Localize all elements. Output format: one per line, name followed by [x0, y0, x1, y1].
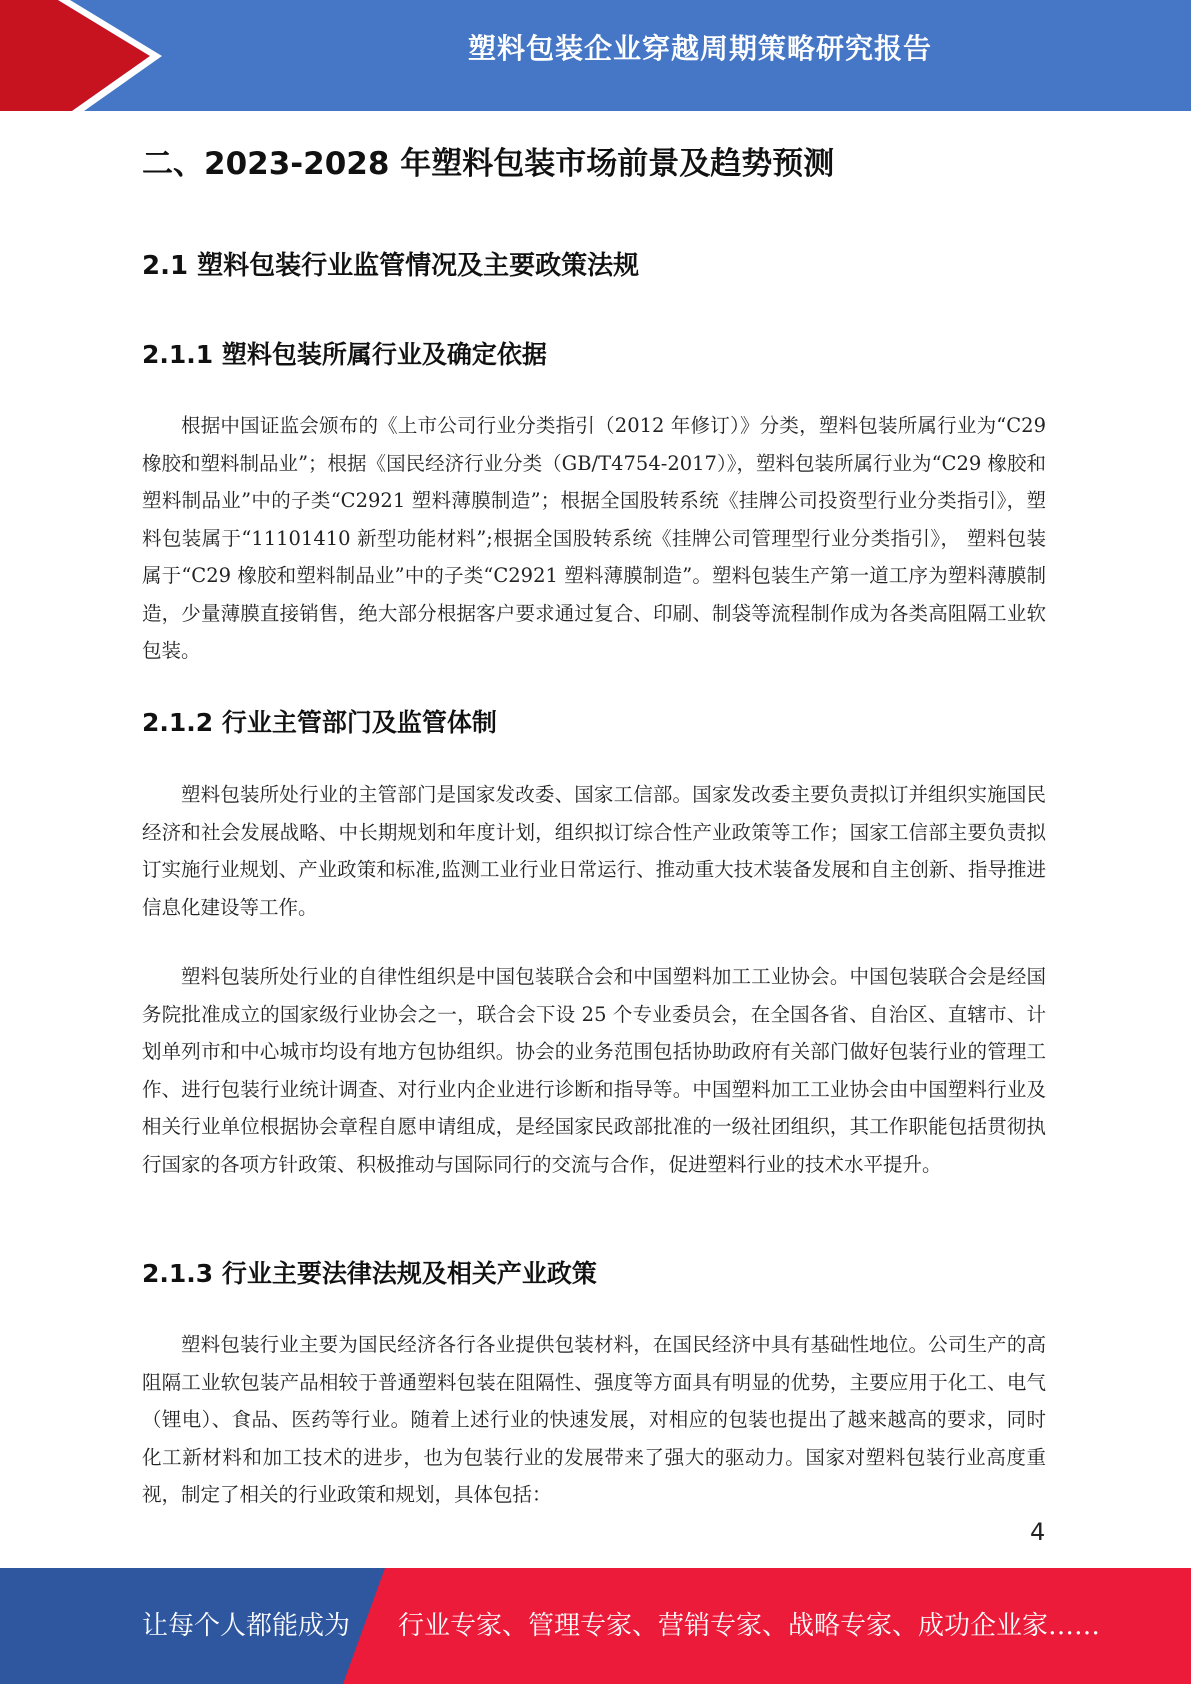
subsection-title: 2.1 塑料包装行业监管情况及主要政策法规: [142, 251, 640, 281]
paragraph-2-1-3: 塑料包装行业主要为国民经济各行各业提供包装材料，在国民经济中具有基础性地位。公司生产的高阻隔工业软包装产品相较于普通塑料包装在阻隔性、强度等方面具有明显的优势，主要应用于化工、电气（锂电）、食品、医药等行业。随着上述行业的快速发展，对相应的包装也提出了越来越高的要求，同时化工新材料和加工技术的进步，也为包装行业的发展带来了强大的驱动力。国家对塑料包装行业高度重视，制定了相关的行业政策和规划，具体包括：: [142, 1333, 1046, 1506]
heading-2-1-1: 2.1.1 塑料包装所属行业及确定依据: [142, 340, 547, 369]
report-title: 塑料包装企业穿越周期策略研究报告: [467, 32, 932, 65]
footer-slogan-right: 行业专家、管理专家、营销专家、战略专家、成功企业家……: [398, 1611, 1101, 1641]
footer-slogan-left: 让每个人都能成为: [142, 1611, 351, 1641]
page-header: [0, 0, 1191, 111]
section-title: 二、2023-2028 年塑料包装市场前景及趋势预测: [142, 146, 835, 182]
heading-2-1-3: 2.1.3 行业主要法律法规及相关产业政策: [142, 1259, 597, 1288]
paragraph-2-1-1: 根据中国证监会颁布的《上市公司行业分类指引（2012 年修订）》分类，塑料包装所属行业为“C29 橡胶和塑料制品业”；根据《国民经济行业分类（GB/T4754-2017）》，塑料包装所属行业为“C29 橡胶和塑料制品业”中的子类“C2921 塑料薄膜制造”；根据全国股转系统《挂牌公司投资型行业分类指引》，塑料包装属于“11101410 新型功能材料”;根据全国股转系统《挂牌公司管理型行业分类指引》， 塑料包装属于“C29 橡胶和塑料制品业”中的子类“C2921 塑料薄膜制造”。塑料包装生产第一道工序为塑料薄膜制造，少量薄膜直接销售，绝大部分根据客户要求通过复合、印刷、制袋等流程制作成为各类高阻隔工业软包装。: [142, 414, 1046, 662]
page-footer: [0, 1568, 1191, 1684]
paragraph-2-1-2-a: 塑料包装所处行业的主管部门是国家发改委、国家工信部。国家发改委主要负责拟订并组织实施国民经济和社会发展战略、中长期规划和年度计划，组织拟订综合性产业政策等工作；国家工信部主要负责拟订实施行业规划、产业政策和标准,监测工业行业日常运行、推动重大技术装备发展和自主创新、指导推进信息化建设等工作。: [142, 783, 1046, 919]
page-number: 4: [1030, 1518, 1046, 1546]
paragraph-2-1-2-b: 塑料包装所处行业的自律性组织是中国包装联合会和中国塑料加工工业协会。中国包装联合会是经国务院批准成立的国家级行业协会之一，联合会下设 25 个专业委员会，在全国各省、自治区、直辖市、计划单列市和中心城市均设有地方包协组织。协会的业务范围包括协助政府有关部门做好包装行业的管理工作、进行包装行业统计调查、对行业内企业进行诊断和指导等。中国塑料加工工业协会由中国塑料行业及相关行业单位根据协会章程自愿申请组成，是经国家民政部批准的一级社团组织，其工作职能包括贯彻执行国家的各项方针政策、积极推动与国际同行的交流与合作，促进塑料行业的技术水平提升。: [142, 965, 1046, 1176]
heading-2-1-2: 2.1.2 行业主管部门及监管体制: [142, 708, 497, 737]
